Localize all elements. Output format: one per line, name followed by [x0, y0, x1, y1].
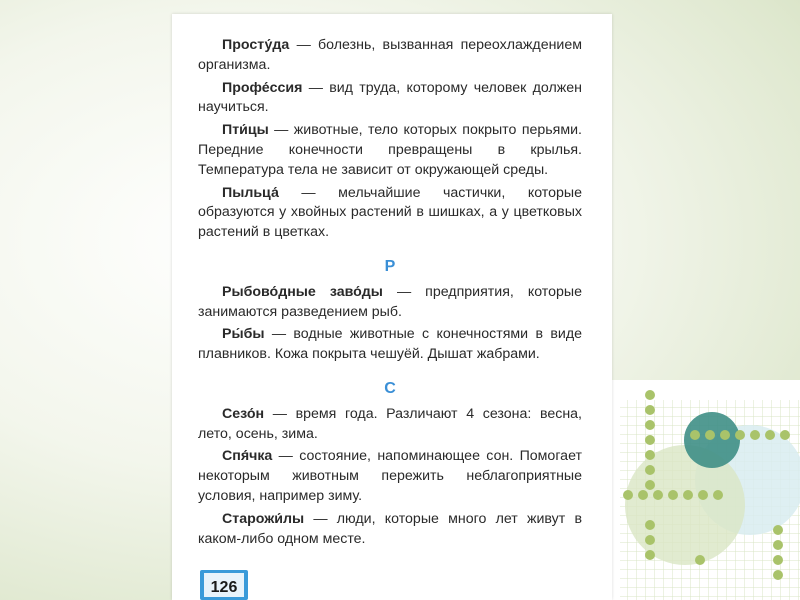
entry-term: Пыльца́: [222, 184, 279, 201]
page-number-badge: [200, 570, 248, 600]
entry-definition: — состояние, напоминающее сон. Помогает некоторым животным пережить неблагоприятные условия, например зиму.: [198, 448, 582, 504]
glossary-content: [198, 36, 582, 552]
entry-definition: — люди, которые много лет живут в каком-либо одном месте.: [198, 510, 582, 547]
glossary-entry: [198, 510, 582, 550]
glossary-entry: [198, 325, 582, 365]
entry-definition: — мельчайшие частички, которые образуются у хвойных растений в шишках, а у цветковых растений в цветках.: [198, 184, 582, 241]
entry-definition: — время года. Различают 4 сезона: весна, лето, осень, зима.: [198, 405, 582, 442]
glossary-entry: [198, 283, 582, 323]
page-number: 126: [204, 573, 244, 597]
section-letter-heading: С: [384, 379, 396, 397]
entry-term: Рыбово́дные заво́ды: [222, 283, 383, 300]
entry-term: Просту́да: [222, 37, 290, 53]
entry-term: Спя́чка: [222, 448, 273, 465]
entry-term: Профе́ссия: [222, 79, 303, 96]
entry-term: Старожи́лы: [222, 510, 305, 527]
glossary-entry: [198, 447, 582, 506]
glossary-entry: [198, 121, 582, 180]
decorative-circles-graphic: [600, 380, 800, 600]
entry-definition: — болезнь, вызванная переохлаждением организма.: [198, 37, 582, 73]
entry-definition: — животные, тело которых покрыто перьями. Передние конечности превращены в крылья. Температура тела не зависит от окружающей среды.: [198, 122, 582, 178]
glossary-entry: [198, 405, 582, 445]
glossary-entry: [198, 36, 582, 76]
entry-definition: — водные животные с конечностями в виде плавников. Кожа покрыта чешуёй. Дышат жабрами.: [198, 326, 582, 363]
entry-definition: — вид труда, которому человек должен научиться.: [198, 79, 582, 116]
glossary-entry: [198, 79, 582, 119]
entry-term: Сезо́н: [222, 405, 265, 422]
glossary-entry: [198, 184, 582, 243]
entry-term: Ры́бы: [222, 326, 265, 343]
textbook-page: [172, 14, 612, 600]
entry-definition: — предприятия, которые занимаются разведением рыб.: [198, 283, 582, 320]
section-letter-heading: Р: [384, 257, 396, 275]
entry-term: Пти́цы: [222, 122, 269, 139]
